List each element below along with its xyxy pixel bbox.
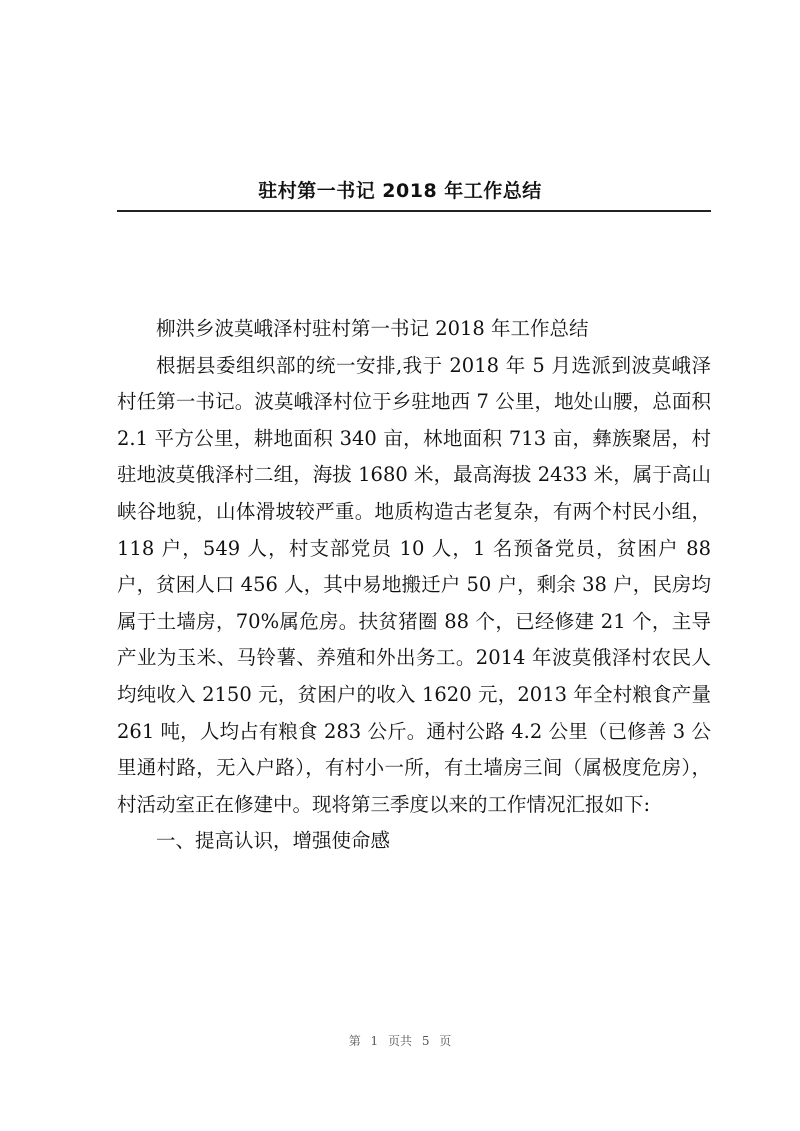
document-body bbox=[117, 311, 711, 860]
page-number-footer: 第 1 页共 5 页 bbox=[348, 1034, 452, 1048]
body-paragraph: 根据县委组织部的统一安排,我于 2018 年 5 月选派到波莫峨泽村任第一书记。波莫峨泽村位于乡驻地西 7 公里，地处山腰，总面积 2.1 平方公里，耕地面积 340 亩，林地面积 713 亩，彝族聚居，村驻地波莫俄泽村二组，海拔 1680 米，最高海拔 2433 米，属于高山峡谷地貌，山体滑坡较严重。地质构造古老复杂，有两个村民小组，118 户，549 人，村支部党员 10 人，1 名预备党员，贫困户 88 户，贫困人口 456 人，其中易地搬迁户 50 户，剩余 38 户，民房均属于土墙房，70%属危房。扶贫猪圈 88 个，已经修建 21 个，主导产业为玉米、马铃薯、养殖和外出务工。2014 年波莫俄泽村农民人均纯收入 2150 元，贫困户的收入 1620 元，2013 年全村粮食产量 261 吨，人均占有粮食 283 公斤。通村公路 4.2 公里（已修善 3 公里通村路，无入户路），有村小一所，有土墙房三间（属极度危房），村活动室正在修建中。现将第三季度以来的工作情况汇报如下: bbox=[117, 353, 711, 816]
document-subtitle: 柳洪乡波莫峨泽村驻村第一书记 2018 年工作总结 bbox=[156, 317, 589, 340]
section-heading: 一、提高认识，增强使命感 bbox=[156, 829, 391, 853]
title-divider bbox=[117, 210, 711, 212]
document-title: 驻村第一书记 2018 年工作总结 bbox=[258, 179, 542, 202]
